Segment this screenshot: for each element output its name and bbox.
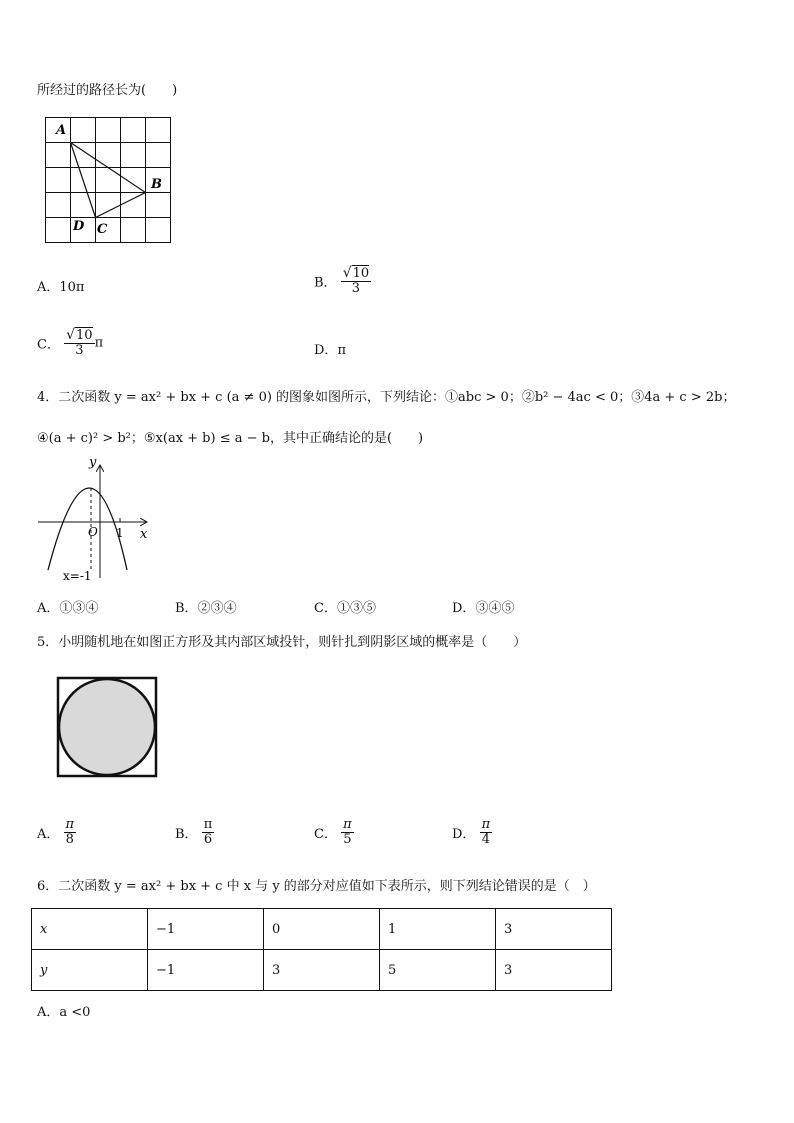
q6-option-a[interactable]: A．a <0 (37, 1005, 91, 1020)
q4-stem-line1: 4．二次函数 y = ax² + bx + c (a ≠ 0) 的图象如图所示，下列结论：①abc > 0；②b² − 4ac < 0；③4a + c > 2b； (37, 390, 736, 405)
table-cell: 3 (496, 909, 612, 950)
label-b: B (151, 177, 162, 192)
table-cell: 0 (264, 909, 380, 950)
table-cell: 5 (380, 950, 496, 991)
table-cell: x (32, 909, 148, 950)
q3-option-b[interactable]: B． $\frac{√10}{3}$ (314, 265, 370, 296)
label-a: A (56, 123, 67, 138)
svg-text:1: 1 (116, 526, 124, 540)
svg-text:x: x (140, 527, 148, 542)
q5-square-circle-figure (56, 676, 160, 780)
q6-value-table (31, 908, 612, 991)
q3-stem-tail: 所经过的路径长为( ) (37, 83, 178, 98)
q3-option-c-fraction: $\frac{√10}{3}$ (66, 327, 93, 358)
svg-text:x=-1: x=-1 (63, 569, 92, 583)
q4-option-d[interactable]: D．③④⑤ (452, 601, 515, 616)
q3-grid-figure (40, 112, 180, 246)
svg-text:y: y (89, 458, 97, 470)
q5-option-c[interactable]: C． $\frac{\pi}{5}$ (314, 817, 352, 847)
shaded-circle (59, 679, 155, 775)
table-cell: 3 (496, 950, 612, 991)
q4-option-a[interactable]: A．①③④ (37, 601, 99, 616)
q3-option-b-fraction: $\frac{√10}{3}$ (342, 265, 370, 296)
table-cell: −1 (148, 950, 264, 991)
table-cell: −1 (148, 909, 264, 950)
q3-option-c[interactable]: C． $\frac{√10}{3}$ π (37, 327, 104, 358)
q5-option-a[interactable]: A． $\frac{\pi}{8}$ (37, 817, 75, 847)
table-cell: y (32, 950, 148, 991)
q4-option-c[interactable]: C．①③⑤ (314, 601, 376, 616)
label-d: D (73, 219, 85, 234)
table-cell: 1 (380, 909, 496, 950)
q4-stem-line2: ④(a + c)² > b²；⑤x(ax + b) ≤ a − b，其中正确结论的是( ) (37, 431, 424, 446)
svg-text:O: O (88, 525, 98, 539)
q3-option-d[interactable]: D．π (314, 343, 346, 358)
table-cell: 3 (264, 950, 380, 991)
q4-option-b[interactable]: B．②③④ (175, 601, 237, 616)
table-row (32, 950, 612, 991)
q4-parabola-figure (36, 458, 156, 584)
q5-stem: 5．小明随机地在如图正方形及其内部区域投针，则针扎到阴影区域的概率是（ ） (37, 635, 527, 650)
q5-option-b[interactable]: B． $\frac{\pi}{6}$ (175, 817, 213, 847)
label-c: C (97, 222, 108, 237)
table-row (32, 909, 612, 950)
q6-stem: 6．二次函数 y = ax² + bx + c 中 x 与 y 的部分对应值如下表所示，则下列结论错误的是（ ） (37, 879, 596, 894)
q3-option-a[interactable]: A．10π (37, 280, 85, 295)
q5-option-d[interactable]: D． $\frac{\pi}{4}$ (452, 817, 491, 847)
